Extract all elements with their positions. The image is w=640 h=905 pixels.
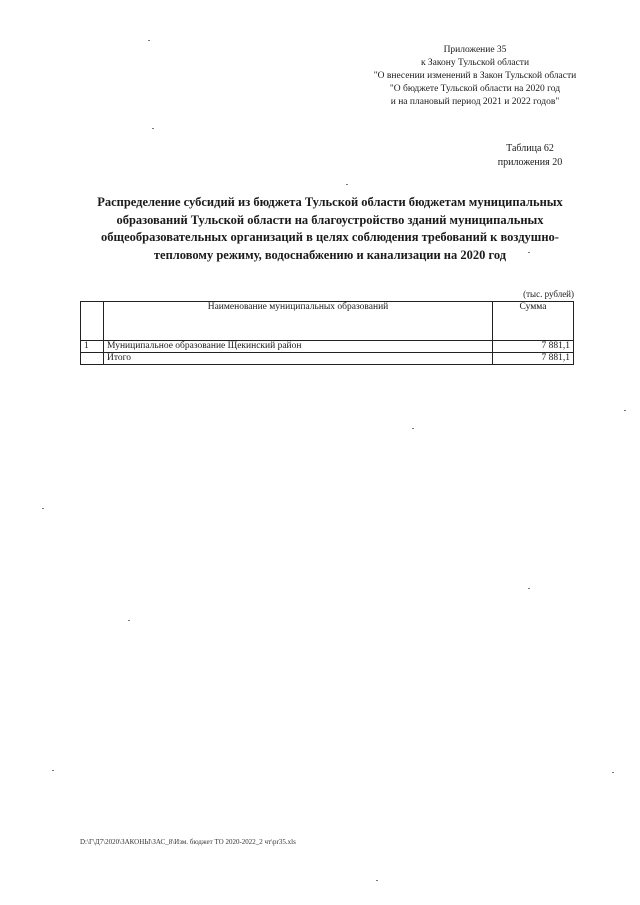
appendix-line: "О внесении изменений в Закон Тульской области xyxy=(373,71,577,81)
title-line: общеобразовательных организаций в целях соблюдения требований к воздушно- xyxy=(101,230,559,244)
title-line: образований Тульской области на благоустройство зданий муниципальных xyxy=(116,212,544,227)
row-sum: 7 881,1 xyxy=(493,341,574,353)
scan-speck xyxy=(376,880,378,881)
scan-speck xyxy=(346,184,348,185)
row-name: Муниципальное образование Щекинский район xyxy=(104,341,493,353)
appendix-line: Приложение 35 xyxy=(443,45,507,55)
appendix-line: и на плановый период 2021 и 2022 годов" xyxy=(390,97,560,107)
header-sum: Сумма xyxy=(493,302,574,341)
table-header-row xyxy=(81,302,574,341)
appendix-line: "О бюджете Тульской области на 2020 год xyxy=(389,84,561,94)
row-sum: 7 881,1 xyxy=(493,353,574,365)
file-path-footer: D:\Г\Д7\2020\ЗАКОНЫ\ЗАС_8\Изм. бюджет ТО 2020-2022_2 чт\pr35.xls xyxy=(80,838,296,846)
distribution-table xyxy=(80,301,574,365)
scan-speck xyxy=(42,508,44,509)
row-name: Итого xyxy=(104,353,493,365)
table-row xyxy=(81,341,574,353)
scan-speck xyxy=(528,252,530,253)
appendix-line: к Закону Тульской области xyxy=(420,58,530,68)
scan-speck xyxy=(624,410,626,411)
table-total-row xyxy=(81,353,574,365)
scan-speck xyxy=(412,428,414,429)
scan-speck xyxy=(148,40,150,41)
table-number: Таблица 62 xyxy=(506,143,554,154)
title-line: тепловому режиму, водоснабжению и канализации на 2020 год xyxy=(153,247,507,262)
attachment-number: приложения 20 xyxy=(497,157,563,168)
title-line: Распределение субсидий из бюджета Тульской области бюджетам муниципальных xyxy=(97,195,563,209)
row-number xyxy=(81,353,104,365)
scan-speck xyxy=(128,620,130,621)
scan-speck xyxy=(152,128,154,129)
scan-speck xyxy=(528,588,530,589)
scan-speck xyxy=(612,772,614,773)
table-reference xyxy=(470,142,590,170)
appendix-header xyxy=(330,44,620,109)
document-title xyxy=(60,194,600,264)
header-name: Наименование муниципальных образований xyxy=(104,302,493,341)
header-number xyxy=(81,302,104,341)
scan-speck xyxy=(52,770,54,771)
row-number: 1 xyxy=(81,341,104,353)
units-label: (тыс. рублей) xyxy=(523,289,574,299)
